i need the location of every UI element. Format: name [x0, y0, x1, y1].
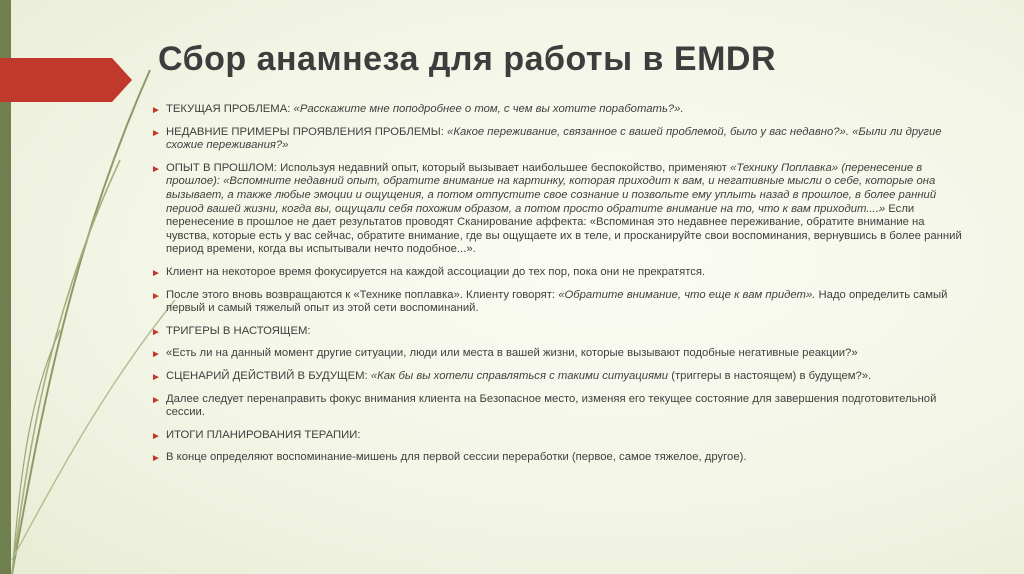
bullet-arrow-icon: ► [151, 453, 161, 465]
item-heading: ИТОГИ ПЛАНИРОВАНИЯ ТЕРАПИИ: [166, 428, 361, 441]
item-text: После этого вновь возвращаются к «Технике поплавка». Клиенту говорят: [166, 288, 559, 301]
bullet-arrow-icon: ► [151, 326, 161, 338]
list-item [151, 325, 971, 339]
bullet-arrow-icon: ► [151, 430, 161, 442]
list-item [151, 347, 971, 361]
bullet-list [151, 103, 971, 474]
item-text: Далее следует перенаправить фокус внимания клиента на Безопасное место, изменяя его текущее состояние для завершения подготовительной сессии. [166, 392, 937, 419]
bullet-arrow-icon: ► [151, 127, 161, 139]
bullet-arrow-icon: ► [151, 394, 161, 406]
title-arrow-shape [0, 58, 132, 102]
item-quote: «Обратите внимание, что еще к вам придет». [558, 288, 816, 301]
list-item [151, 429, 971, 443]
item-heading: СЦЕНАРИЙ ДЕЙСТВИЙ В БУДУЩЕМ: [166, 369, 371, 382]
list-item [151, 289, 971, 316]
item-text: Используя недавний опыт, который вызывает наибольшее беспокойство, применяют [280, 161, 731, 174]
item-heading: ТРИГЕРЫ В НАСТОЯЩЕМ: [166, 324, 311, 337]
list-item [151, 126, 971, 153]
item-tail: Если перенесение в прошлое не дает результатов проводят Сканирование аффекта: «Вспоминая это недавнее переживание, обратите внимание на чувства, которые есть у вас сейчас, обратите внимание, где вы ощущаете их в теле, и просканируйте свои воспоминания, вернувшись в более ранний период времени, когда вы испытывали нечто подобное...». [166, 202, 962, 256]
item-quote: «Какое переживание, связанное с вашей проблемой, было у вас недавно?». «Были ли другие схожие переживания?» [166, 125, 942, 152]
item-quote: «Как бы вы хотели справляться с такими ситуациями [370, 369, 669, 382]
list-item [151, 266, 971, 280]
item-tail: Надо определить самый первый и самый тяжелый опыт из этой сети воспоминаний. [166, 288, 948, 315]
list-item [151, 103, 971, 117]
item-text: Клиент на некоторое время фокусируется на каждой ассоциации до тех пор, пока они не прекратятся. [166, 265, 706, 278]
bullet-arrow-icon: ► [151, 371, 161, 383]
list-item [151, 393, 971, 420]
bullet-arrow-icon: ► [151, 267, 161, 279]
bullet-arrow-icon: ► [151, 349, 161, 361]
bullet-arrow-icon: ► [151, 290, 161, 302]
item-tail: (триггеры в настоящем) в будущем?». [668, 369, 872, 382]
item-quote: «Расскажите мне поподробнее о том, с чем вы хотите поработать?». [293, 103, 684, 115]
item-heading: ТЕКУЩАЯ ПРОБЛЕМА: [166, 103, 294, 115]
bullet-arrow-icon: ► [151, 105, 161, 116]
list-item [151, 451, 971, 465]
bullet-arrow-icon: ► [151, 163, 161, 175]
list-item [151, 162, 971, 257]
list-item [151, 370, 971, 384]
item-quote: «Технику Поплавка» (перенесение в прошлое): «Вспомните недавний опыт, обратите внимание на картинку, которая приходит к вам, и негативные мысли о себе, которые она вызывает, а также любые эмоции и ощущения, а потом отпустите свое сознание и позвольте ему уплыть назад в прошлое, в более ранний период вашей жизни, когда вы, ощущали себя похожим образом, а потом просто обратите внимание на то, что к вам приходит....» [166, 161, 937, 215]
item-text: «Есть ли на данный момент другие ситуации, люди или места в вашей жизни, которые вызывают подобные негативные реакции?» [166, 347, 858, 360]
item-heading: ОПЫТ В ПРОШЛОМ: [166, 161, 281, 174]
item-heading: НЕДАВНИЕ ПРИМЕРЫ ПРОЯВЛЕНИЯ ПРОБЛЕМЫ: [166, 125, 448, 138]
item-text: В конце определяют воспоминание-мишень для первой сессии переработки (первое, самое тяжелое, другое). [166, 451, 747, 464]
slide-title: Сбор анамнеза для работы в EMDR [158, 40, 777, 78]
